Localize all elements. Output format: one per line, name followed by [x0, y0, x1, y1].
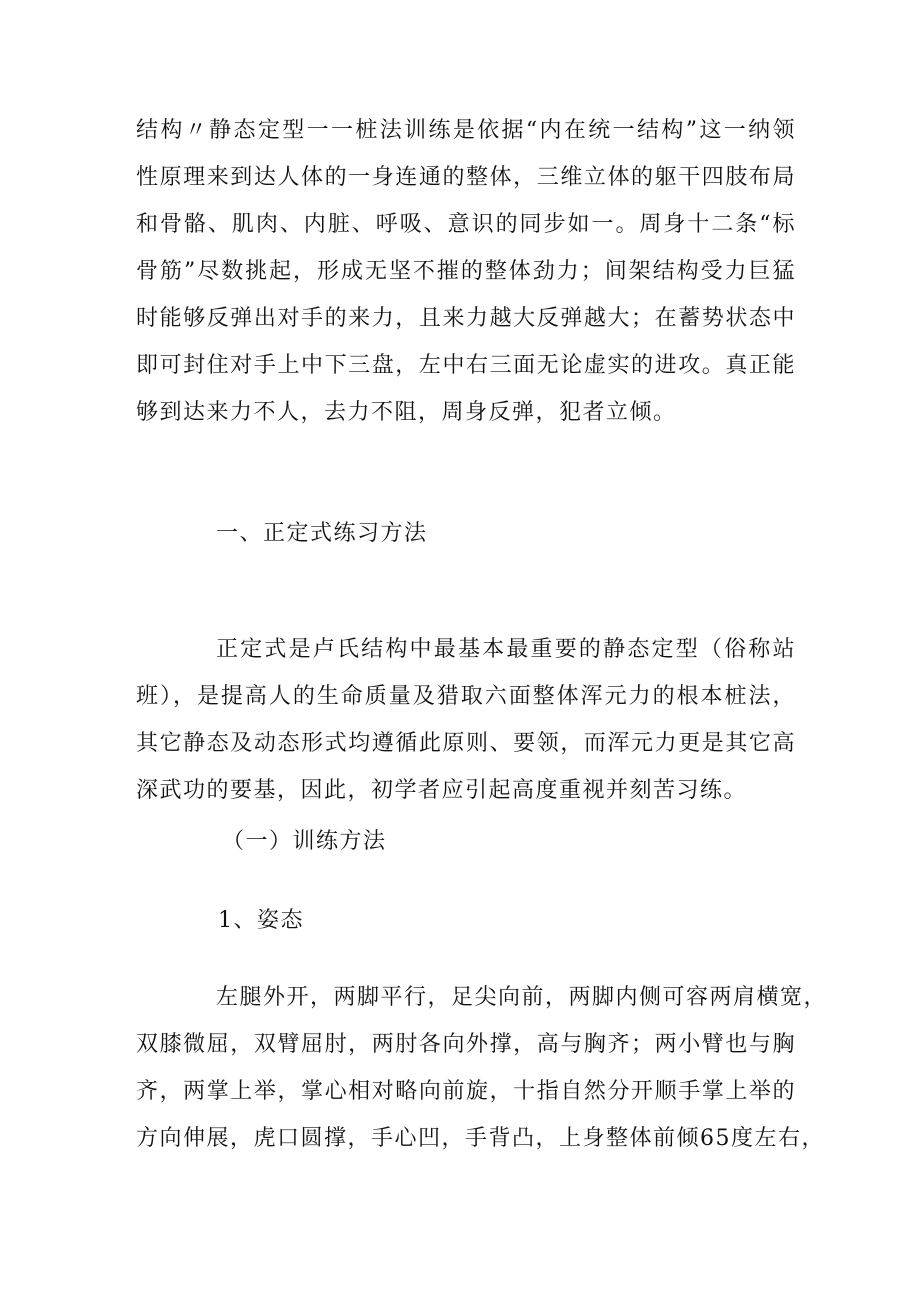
- para2-line: 班），是提高人的生命质量及猎取六面整体浑元力的根本桩法，: [136, 684, 796, 709]
- item-heading: 1、姿态: [218, 908, 304, 933]
- para3-line: 齐，两掌上举，掌心相对略向前旋，十指自然分开顺手掌上举的: [136, 1079, 796, 1104]
- para2-line: 深武功的要基，因此，初学者应引起高度重视并刻苦习练。: [136, 778, 748, 803]
- para1-line: 时能够反弹出对手的来力，且来力越大反弹越大；在蓄势状态中: [136, 306, 796, 331]
- para1-line: 即可封住对手上中下三盘，左中右三面无论虚实的进攻。真正能: [136, 353, 796, 378]
- section-heading: 一、正定式练习方法: [216, 521, 428, 546]
- para3-line: 方向伸展，虎口圆撑，手心凹，手背凸，上身整体前倾65度左右，: [136, 1126, 825, 1151]
- para1-line: 够到达来力不人，去力不阻，周身反弹，犯者立倾。: [136, 400, 677, 425]
- para2-line: 正定式是卢氏结构中最基本最重要的静态定型（俗称站: [216, 637, 796, 662]
- para3-line: 左腿外开，两脚平行，足尖向前，两脚内侧可容两肩横宽，: [216, 985, 828, 1010]
- para3-line: 双膝微屈，双臂屈肘，两肘各向外撑，高与胸齐；两小臂也与胸: [136, 1032, 796, 1057]
- para1-line: 结构〃静态定型一一桩法训练是依据“内在统一结构”这一纳领: [136, 118, 796, 143]
- para2-line: 其它静态及动态形式均遵循此原则、要领，而浑元力更是其它高: [136, 731, 796, 756]
- para1-line: 性原理来到达人体的一身连通的整体，三维立体的躯干四肢布局: [136, 165, 796, 190]
- para1-line: 骨筋”尽数挑起，形成无坚不摧的整体劲力；间架结构受力巨猛: [136, 259, 796, 284]
- subsection-heading: （一）训练方法: [222, 829, 387, 854]
- para1-line: 和骨骼、肌肉、内脏、呼吸、意识的同步如一。周身十二条“标: [136, 212, 796, 237]
